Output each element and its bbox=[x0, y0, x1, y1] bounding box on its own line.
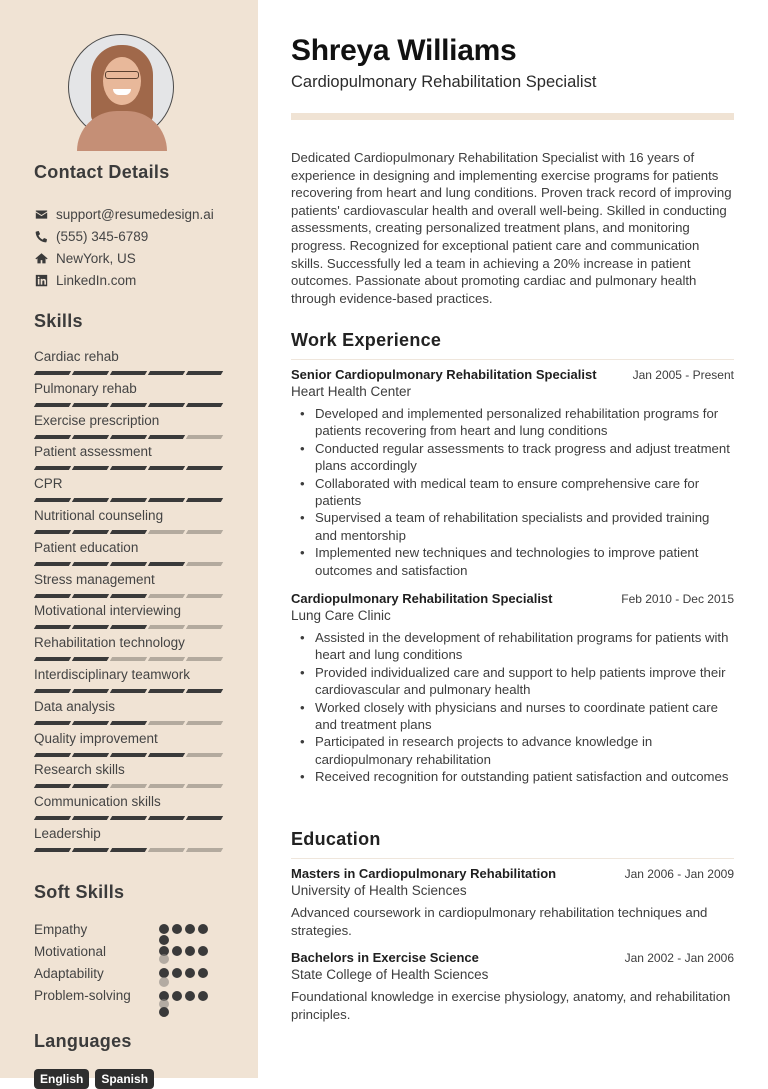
contact-location bbox=[34, 247, 214, 269]
level-segment-filled bbox=[110, 721, 147, 725]
level-segment-filled bbox=[148, 435, 185, 439]
candidate-name: Shreya Williams bbox=[291, 34, 517, 67]
responsibility-item: • Participated in research projects to advance knowledge in cardiopulmonary rehabilitation bbox=[315, 733, 734, 768]
level-segment-empty bbox=[186, 848, 223, 852]
level-segment-filled bbox=[110, 498, 147, 502]
soft-skill-item bbox=[34, 962, 234, 984]
degree-title: Masters in Cardiopulmonary Rehabilitation bbox=[291, 866, 557, 881]
linkedin-icon bbox=[34, 273, 48, 287]
languages-heading: Languages bbox=[34, 1031, 132, 1051]
responsibility-item: • Implemented new techniques and technologies to improve patient outcomes and satisfaction bbox=[315, 544, 734, 579]
work-experience-heading: Work Experience bbox=[291, 330, 734, 360]
soft-skill-item bbox=[34, 985, 234, 1007]
level-segment-empty bbox=[110, 784, 147, 788]
language-tag: Spanish bbox=[95, 1069, 154, 1089]
skill-level-bar bbox=[34, 657, 224, 661]
rating-dot-overflow bbox=[159, 1007, 169, 1017]
skill-item bbox=[34, 602, 224, 634]
level-segment-filled bbox=[34, 403, 71, 407]
skill-level-bar bbox=[34, 403, 224, 407]
level-segment-empty bbox=[186, 784, 223, 788]
skill-item bbox=[34, 793, 224, 825]
job-organization: Lung Care Clinic bbox=[291, 608, 391, 623]
skill-item bbox=[34, 761, 224, 793]
contact-phone-text: (555) 345-6789 bbox=[56, 228, 149, 244]
skill-level-bar bbox=[34, 371, 224, 375]
level-segment-empty bbox=[186, 657, 223, 661]
rating-dot bbox=[172, 924, 182, 934]
education-entry bbox=[291, 950, 734, 1023]
skills-heading: Skills bbox=[34, 311, 83, 331]
level-segment-filled bbox=[34, 848, 71, 852]
level-segment-filled bbox=[72, 562, 109, 566]
level-segment-filled bbox=[72, 753, 109, 757]
level-segment-filled bbox=[34, 466, 71, 470]
level-segment-empty bbox=[148, 625, 185, 629]
level-segment-filled bbox=[148, 753, 185, 757]
level-segment-filled bbox=[72, 816, 109, 820]
level-segment-filled bbox=[34, 689, 71, 693]
level-segment-filled bbox=[186, 689, 223, 693]
school-name: University of Health Sciences bbox=[291, 883, 467, 898]
level-segment-filled bbox=[110, 435, 147, 439]
level-segment-filled bbox=[110, 403, 147, 407]
rating-dot bbox=[185, 924, 195, 934]
level-segment-empty bbox=[186, 435, 223, 439]
level-segment-filled bbox=[34, 721, 71, 725]
candidate-role: Cardiopulmonary Rehabilitation Specialist bbox=[291, 73, 597, 91]
level-segment-empty bbox=[148, 594, 185, 598]
level-segment-empty bbox=[186, 530, 223, 534]
level-segment-empty bbox=[148, 657, 185, 661]
contact-location-text: NewYork, US bbox=[56, 250, 136, 266]
level-segment-filled bbox=[34, 657, 71, 661]
level-segment-filled bbox=[34, 753, 71, 757]
responsibility-item: • Received recognition for outstanding patient satisfaction and outcomes bbox=[315, 768, 734, 785]
soft-skill-rating bbox=[159, 924, 208, 934]
skill-item bbox=[34, 412, 224, 444]
education-heading: Education bbox=[291, 829, 734, 859]
soft-skill-item bbox=[34, 918, 234, 940]
level-segment-filled bbox=[148, 816, 185, 820]
skill-item bbox=[34, 825, 224, 857]
rating-dot bbox=[198, 924, 208, 934]
education-entry bbox=[291, 866, 734, 939]
work-entry bbox=[291, 367, 734, 579]
skill-name: Interdisciplinary teamwork bbox=[34, 666, 191, 682]
soft-skills-heading: Soft Skills bbox=[34, 882, 125, 902]
level-segment-filled bbox=[72, 657, 109, 661]
level-segment-filled bbox=[110, 594, 147, 598]
level-segment-filled bbox=[34, 816, 71, 820]
education-date: Jan 2006 - Jan 2009 bbox=[624, 867, 734, 881]
header-divider bbox=[291, 113, 734, 120]
level-segment-filled bbox=[186, 816, 223, 820]
level-segment-filled bbox=[110, 848, 147, 852]
job-responsibilities bbox=[291, 405, 734, 579]
skill-item bbox=[34, 443, 224, 475]
skill-name: Communication skills bbox=[34, 794, 161, 810]
contact-linkedin-text: LinkedIn.com bbox=[56, 272, 137, 288]
home-icon bbox=[34, 251, 48, 265]
level-segment-filled bbox=[110, 530, 147, 534]
responsibility-item: • Conducted regular assessments to track progress and adjust treatment plans accordingly bbox=[315, 440, 734, 475]
skill-name: Leadership bbox=[34, 825, 101, 841]
rating-dot bbox=[159, 924, 169, 934]
level-segment-filled bbox=[72, 848, 109, 852]
degree-title: Bachelors in Exercise Science bbox=[291, 950, 479, 965]
level-segment-filled bbox=[72, 689, 109, 693]
rating-dot bbox=[185, 968, 195, 978]
level-segment-filled bbox=[72, 594, 109, 598]
responsibility-item: • Developed and implemented personalized rehabilitation programs for patients recovering from heart and lung conditions bbox=[315, 405, 734, 440]
level-segment-empty bbox=[186, 562, 223, 566]
skill-item bbox=[34, 348, 224, 380]
level-segment-filled bbox=[72, 721, 109, 725]
level-segment-empty bbox=[186, 753, 223, 757]
level-segment-filled bbox=[34, 562, 71, 566]
responsibility-item: • Supervised a team of rehabilitation specialists and provided training and mentorship bbox=[315, 509, 734, 544]
skill-level-bar bbox=[34, 498, 224, 502]
contact-linkedin[interactable] bbox=[34, 269, 214, 291]
soft-skill-name: Adaptability bbox=[34, 965, 104, 981]
level-segment-filled bbox=[148, 689, 185, 693]
responsibility-item: • Worked closely with physicians and nurses to coordinate patient care and treatment plans bbox=[315, 699, 734, 734]
level-segment-filled bbox=[72, 403, 109, 407]
skill-name: Motivational interviewing bbox=[34, 603, 182, 619]
rating-dot bbox=[185, 991, 195, 1001]
contact-list bbox=[34, 203, 214, 291]
skill-item bbox=[34, 539, 224, 571]
education-date: Jan 2002 - Jan 2006 bbox=[624, 951, 734, 965]
skill-name: Patient assessment bbox=[34, 444, 152, 460]
level-segment-filled bbox=[148, 562, 185, 566]
level-segment-filled bbox=[110, 689, 147, 693]
level-segment-filled bbox=[72, 530, 109, 534]
skill-level-bar bbox=[34, 753, 224, 757]
level-segment-filled bbox=[110, 753, 147, 757]
responsibility-item: • Assisted in the development of rehabilitation programs for patients with heart and lung conditions bbox=[315, 629, 734, 664]
responsibility-item: • Collaborated with medical team to ensure comprehensive care for patients bbox=[315, 475, 734, 510]
level-segment-filled bbox=[34, 530, 71, 534]
level-segment-filled bbox=[110, 371, 147, 375]
level-segment-filled bbox=[72, 466, 109, 470]
job-title: Cardiopulmonary Rehabilitation Specialist bbox=[291, 591, 553, 606]
profile-summary: Dedicated Cardiopulmonary Rehabilitation Specialist with 16 years of experience in designing and implementing exercise programs for patients recovering from heart and lung conditions. Proven track record of improving patients' cardiovascular health and overall well-being. Skilled in conducting assessments, creating personalized treatment plans, and monitoring progress. Recognized for exceptional patient care and communication skills. Successfully led a team in achieving a 20% increase in patient outcomes. Passionate about promoting cardiac and pulmonary health through evidence-based practices. bbox=[291, 150, 732, 306]
soft-skill-name: Motivational bbox=[34, 943, 107, 959]
phone-icon bbox=[34, 229, 48, 243]
sidebar bbox=[0, 0, 258, 1086]
level-segment-filled bbox=[34, 594, 71, 598]
soft-skill-name: Empathy bbox=[34, 921, 88, 937]
skill-name: Research skills bbox=[34, 762, 125, 778]
skill-item bbox=[34, 571, 224, 603]
work-entry bbox=[291, 591, 734, 786]
languages-list bbox=[34, 1069, 154, 1089]
level-segment-empty bbox=[148, 848, 185, 852]
contact-email-text: support@resumedesign.ai bbox=[56, 206, 214, 222]
skill-level-bar bbox=[34, 689, 224, 693]
skill-name: Stress management bbox=[34, 571, 155, 587]
rating-dot bbox=[198, 968, 208, 978]
contact-details-heading: Contact Details bbox=[34, 162, 170, 182]
level-segment-filled bbox=[34, 625, 71, 629]
avatar bbox=[68, 34, 174, 140]
skill-level-bar bbox=[34, 530, 224, 534]
skill-item bbox=[34, 698, 224, 730]
rating-dot bbox=[185, 946, 195, 956]
skill-item bbox=[34, 666, 224, 698]
level-segment-empty bbox=[148, 784, 185, 788]
rating-dot bbox=[172, 946, 182, 956]
skills-list bbox=[34, 348, 224, 857]
level-segment-filled bbox=[186, 403, 223, 407]
skill-level-bar bbox=[34, 562, 224, 566]
skill-name: Exercise prescription bbox=[34, 412, 160, 428]
job-organization: Heart Health Center bbox=[291, 384, 412, 399]
level-segment-filled bbox=[34, 435, 71, 439]
level-segment-empty bbox=[186, 625, 223, 629]
level-segment-filled bbox=[148, 371, 185, 375]
level-segment-filled bbox=[72, 784, 109, 788]
skill-level-bar bbox=[34, 466, 224, 470]
level-segment-filled bbox=[72, 371, 109, 375]
rating-dot bbox=[198, 946, 208, 956]
soft-skills-list bbox=[34, 918, 234, 1007]
level-segment-filled bbox=[110, 466, 147, 470]
level-segment-empty bbox=[110, 657, 147, 661]
job-date: Jan 2005 - Present bbox=[632, 368, 734, 382]
job-responsibilities bbox=[291, 629, 734, 786]
skill-level-bar bbox=[34, 625, 224, 629]
education-description: Foundational knowledge in exercise physiology, anatomy, and rehabilitation principles. bbox=[291, 989, 731, 1022]
level-segment-filled bbox=[148, 403, 185, 407]
skill-level-bar bbox=[34, 816, 224, 820]
rating-dot bbox=[172, 991, 182, 1001]
level-segment-empty bbox=[148, 721, 185, 725]
skill-name: Data analysis bbox=[34, 698, 116, 714]
level-segment-empty bbox=[186, 721, 223, 725]
level-segment-empty bbox=[148, 530, 185, 534]
skill-name: Rehabilitation technology bbox=[34, 635, 185, 651]
skill-level-bar bbox=[34, 848, 224, 852]
level-segment-filled bbox=[110, 562, 147, 566]
level-segment-filled bbox=[186, 466, 223, 470]
skill-name: Nutritional counseling bbox=[34, 507, 164, 523]
education-description: Advanced coursework in cardiopulmonary rehabilitation techniques and strategies. bbox=[291, 905, 708, 938]
level-segment-filled bbox=[34, 784, 71, 788]
language-tag: English bbox=[34, 1069, 89, 1089]
level-segment-filled bbox=[110, 816, 147, 820]
contact-phone[interactable] bbox=[34, 225, 214, 247]
level-segment-filled bbox=[72, 435, 109, 439]
skill-level-bar bbox=[34, 721, 224, 725]
school-name: State College of Health Sciences bbox=[291, 967, 489, 982]
skill-name: Quality improvement bbox=[34, 730, 158, 746]
skill-item bbox=[34, 475, 224, 507]
level-segment-filled bbox=[148, 498, 185, 502]
skill-level-bar bbox=[34, 594, 224, 598]
level-segment-filled bbox=[72, 498, 109, 502]
level-segment-filled bbox=[186, 371, 223, 375]
rating-dot bbox=[198, 991, 208, 1001]
job-date: Feb 2010 - Dec 2015 bbox=[621, 592, 734, 606]
skill-item bbox=[34, 507, 224, 539]
level-segment-filled bbox=[186, 498, 223, 502]
skill-item bbox=[34, 634, 224, 666]
level-segment-filled bbox=[148, 466, 185, 470]
skill-name: CPR bbox=[34, 476, 63, 492]
soft-skill-name: Problem-solving bbox=[34, 988, 131, 1004]
level-segment-empty bbox=[186, 594, 223, 598]
rating-dot bbox=[172, 968, 182, 978]
skill-name: Patient education bbox=[34, 539, 139, 555]
contact-email[interactable] bbox=[34, 203, 214, 225]
skill-item bbox=[34, 380, 224, 412]
level-segment-filled bbox=[34, 371, 71, 375]
skill-name: Pulmonary rehab bbox=[34, 380, 137, 396]
skill-name: Cardiac rehab bbox=[34, 349, 119, 364]
level-segment-filled bbox=[72, 625, 109, 629]
responsibility-item: • Provided individualized care and support to help patients improve their cardiovascular and pulmonary health bbox=[315, 664, 734, 699]
skill-level-bar bbox=[34, 435, 224, 439]
level-segment-filled bbox=[34, 498, 71, 502]
envelope-icon bbox=[34, 207, 48, 221]
level-segment-filled bbox=[110, 625, 147, 629]
job-title: Senior Cardiopulmonary Rehabilitation Specialist bbox=[291, 367, 597, 382]
skill-level-bar bbox=[34, 784, 224, 788]
soft-skill-item bbox=[34, 940, 234, 962]
skill-item bbox=[34, 730, 224, 762]
